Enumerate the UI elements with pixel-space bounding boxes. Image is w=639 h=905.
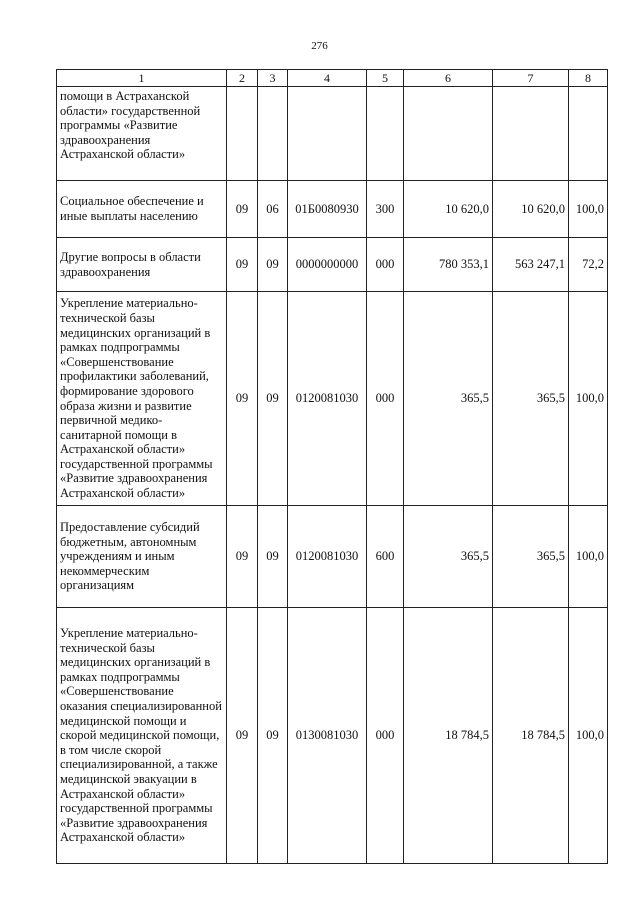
planned-amount: 365,5: [404, 506, 493, 608]
target-article-code: 0000000000: [288, 238, 367, 292]
target-article-code: 0130081030: [288, 608, 367, 864]
planned-amount: 10 620,0: [404, 181, 493, 238]
table-header-row: [57, 70, 608, 87]
column-header: 2: [227, 70, 258, 87]
execution-percent: 100,0: [569, 181, 608, 238]
row-name: Другие вопросы в области здравоохранения: [57, 238, 227, 292]
column-header: 6: [404, 70, 493, 87]
table-row: [57, 181, 608, 238]
planned-amount: [404, 87, 493, 181]
target-article-code: 0120081030: [288, 506, 367, 608]
subsection-code: [258, 87, 288, 181]
column-header: 1: [57, 70, 227, 87]
subsection-code: 09: [258, 506, 288, 608]
expense-type-code: 000: [367, 608, 404, 864]
expense-type-code: [367, 87, 404, 181]
row-name: Укрепление материально-технической базы медицинских организаций в рамках подпрограммы «Совершенствование оказания специализированной медицинской помощи и скорой медицинской помощи, в том числе скорой специализированной, а также медицинской эвакуации в Астраханской области» государственной программы «Развитие здравоохранения Астраханской области»: [57, 608, 227, 864]
table-row: [57, 506, 608, 608]
table-row: [57, 87, 608, 181]
column-header: 4: [288, 70, 367, 87]
section-code: 09: [227, 506, 258, 608]
executed-amount: 10 620,0: [493, 181, 569, 238]
subsection-code: 06: [258, 181, 288, 238]
target-article-code: [288, 87, 367, 181]
subsection-code: 09: [258, 292, 288, 506]
column-header: 7: [493, 70, 569, 87]
execution-percent: 100,0: [569, 608, 608, 864]
page-number: 276: [311, 40, 328, 52]
section-code: 09: [227, 238, 258, 292]
expense-type-code: 600: [367, 506, 404, 608]
section-code: 09: [227, 292, 258, 506]
column-header: 5: [367, 70, 404, 87]
expense-type-code: 000: [367, 292, 404, 506]
execution-percent: 100,0: [569, 506, 608, 608]
executed-amount: 365,5: [493, 506, 569, 608]
executed-amount: 365,5: [493, 292, 569, 506]
executed-amount: 563 247,1: [493, 238, 569, 292]
execution-percent: [569, 87, 608, 181]
subsection-code: 09: [258, 608, 288, 864]
target-article-code: 0120081030: [288, 292, 367, 506]
expense-type-code: 000: [367, 238, 404, 292]
executed-amount: 18 784,5: [493, 608, 569, 864]
row-name: Предоставление субсидий бюджетным, автономным учреждениям и иным некоммерческим организациям: [57, 506, 227, 608]
table-row: [57, 608, 608, 864]
planned-amount: 780 353,1: [404, 238, 493, 292]
planned-amount: 365,5: [404, 292, 493, 506]
row-name: Укрепление материально-технической базы медицинских организаций в рамках подпрограммы «Совершенствование профилактики заболеваний, формирование здорового образа жизни и развитие первичной медико-санитарной помощи в Астраханской области» государственной программы «Развитие здравоохранения Астраханской области»: [57, 292, 227, 506]
section-code: 09: [227, 608, 258, 864]
execution-percent: 72,2: [569, 238, 608, 292]
row-name: Социальное обеспечение и иные выплаты населению: [57, 181, 227, 238]
table-row: [57, 238, 608, 292]
execution-percent: 100,0: [569, 292, 608, 506]
section-code: [227, 87, 258, 181]
expense-type-code: 300: [367, 181, 404, 238]
section-code: 09: [227, 181, 258, 238]
planned-amount: 18 784,5: [404, 608, 493, 864]
column-header: 3: [258, 70, 288, 87]
target-article-code: 01Б0080930: [288, 181, 367, 238]
subsection-code: 09: [258, 238, 288, 292]
column-header: 8: [569, 70, 608, 87]
executed-amount: [493, 87, 569, 181]
row-name: помощи в Астраханской области» государственной программы «Развитие здравоохранения Астраханской области»: [57, 87, 227, 181]
budget-table: [56, 69, 608, 864]
table-row: [57, 292, 608, 506]
